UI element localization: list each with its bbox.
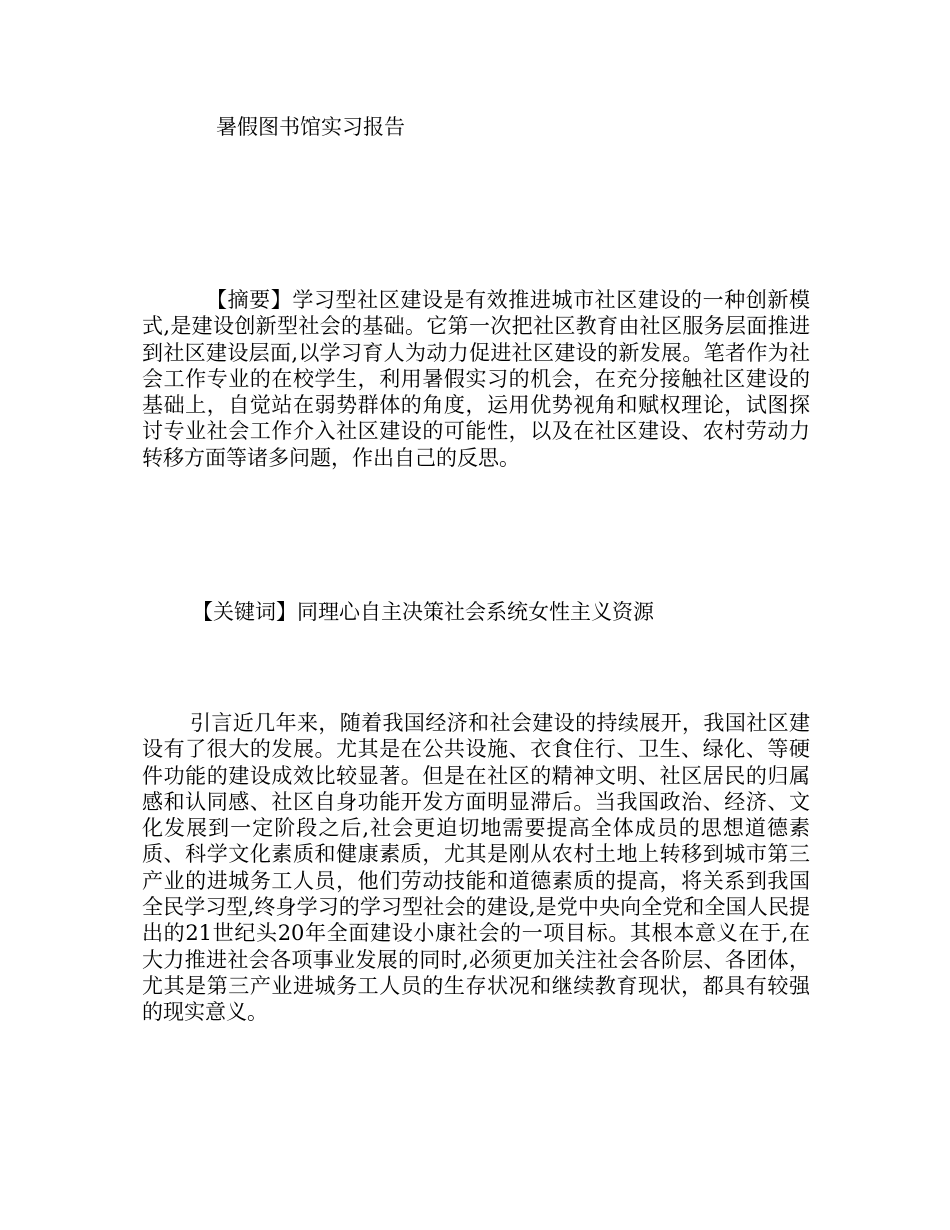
keywords-line: 【关键词】同理心自主决策社会系统女性主义资源 [192,600,654,624]
document-title: 暑假图书馆实习报告 [216,115,405,139]
introduction-paragraph: 引言近几年来，随着我国经济和社会建设的持续展开，我国社区建设有了很大的发展。尤其是在公共设施、衣食住行、卫生、绿化、等硬件功能的建设成效比较显著。但是在社区的精神文明、社区居民的归属感和认同感、社区自身功能开发方面明显滞后。当我国政治、经济、文化发展到一定阶段之后,社会更迫切地需要提高全体成员的思想道德素质、科学文化素质和健康素质，尤其是刚从农村土地上转移到城市第三产业的进城务工人员，他们劳动技能和道德素质的提高，将关系到我国全民学习型,终身学习的学习型社会的建设,是党中央向全党和全国人民提出的21世纪头20年全面建设小康社会的一项目标。其根本意义在于,在大力推进社会各项事业发展的同时,必须更加关注社会各阶层、各团体，尤其是第三产业进城务工人员的生存状况和继续教育现状，都具有较强的现实意义。 [142,711,810,1025]
abstract-paragraph: 【摘要】学习型社区建设是有效推进城市社区建设的一种创新模式,是建设创新型社会的基础。它第一次把社区教育由社区服务层面推进到社区建设层面,以学习育人为动力促进社区建设的新发展。笔者作为社会工作专业的在校学生，利用暑假实习的机会，在充分接触社区建设的基础上，自觉站在弱势群体的角度，运用优势视角和赋权理论，试图探讨专业社会工作介入社区建设的可能性，以及在社区建设、农村劳动力转移方面等诸多问题，作出自己的反思。 [142,288,810,470]
